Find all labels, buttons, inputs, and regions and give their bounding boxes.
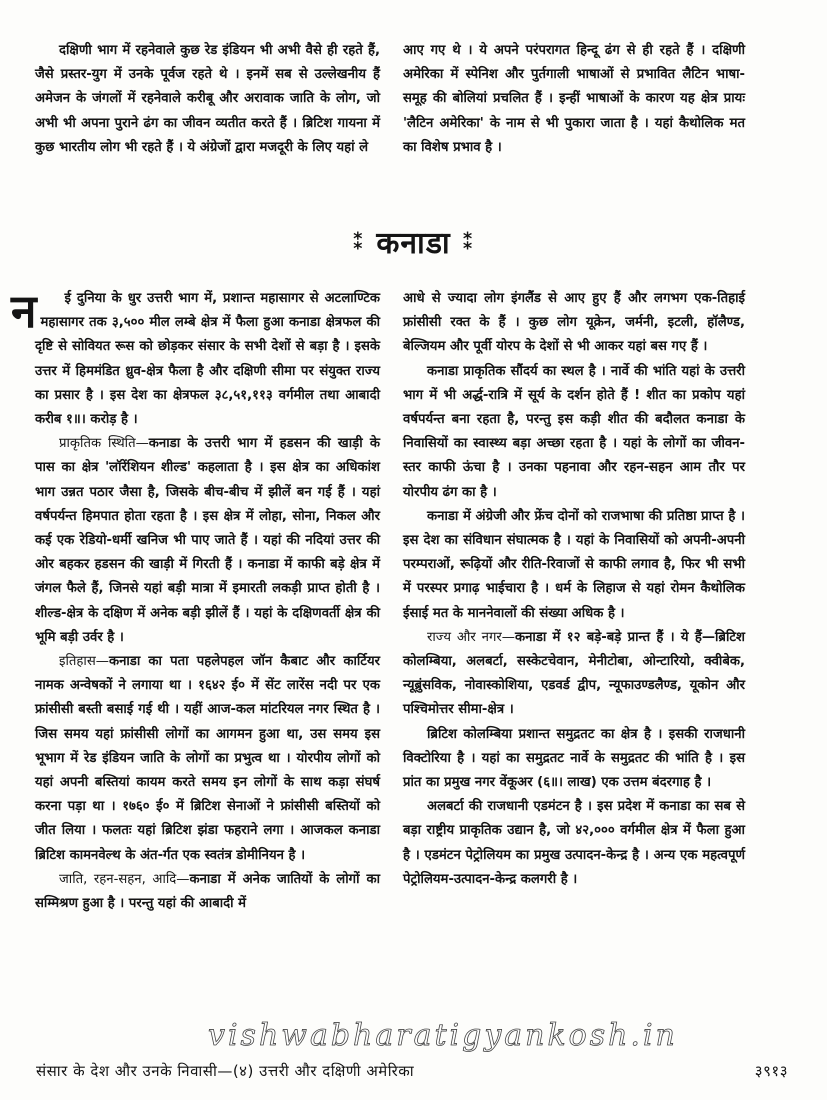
paragraph [403, 505, 745, 626]
continued-paragraph: दक्षिणी भाग में रहनेवाले कुछ रेड इंडियन भी अभी वैसे ही रहते हैं, जैसे प्रस्तर-युग में उनके पूर्वज रहते थे । इनमें सब से उल्लेखनीय हैं अमेजन के जंगलों में रहनेवाले करीबू और अरावाक जाति के लोग, जो अभी भी अपना पुराने ढंग का जीवन व्यतीत करते हैं । ब्रिटिश गायना में कुछ भारतीय लोग भी रहते हैं । ये अंग्रेजों द्वारा मजदूरी के लिए यहां ले [35, 43, 380, 155]
paragraph [403, 795, 745, 892]
right-column [403, 287, 745, 892]
paragraph-text: आधे से ज्यादा लोग इंगलैंड से आए हुए हैं और लगभग एक-तिहाई फ्रांसीसी रक्त के हैं । कुछ लोग यूक्रेन, जर्मनी, इटली, हॉलैण्ड, बेल्जियम और पूर्वी योरप के देशों से भी आकर यहां बस गए हैं । [403, 291, 745, 355]
ornament-icon: ⁑ [462, 230, 475, 255]
paragraph [403, 723, 745, 796]
paragraph [11, 284, 380, 432]
page-footer [36, 1061, 788, 1081]
paragraph-text: कनाडा के उत्तरी भाग में हडसन की खाड़ी के पास का क्षेत्र 'लॉरेंशियन शील्ड' कहलाता है । इस क्षेत्र का अधिकांश भाग उन्नत पठार जैसा है, जिसके बीच-बीच में झीलें बन गई हैं । यहां वर्षपर्यन्त हिमपात होता रहता है । इस क्षेत्र में लोहा, सोना, निकल और कई एक रेडियो-धर्मी खनिज भी पाए जाते हैं । यहां की नदियां उत्तर की ओर बहकर हडसन की खाड़ी में गिरती हैं । कनाडा में काफी बड़े क्षेत्र में जंगल फैले हैं, जिनसे यहां बड़ी मात्रा में इमारती लकड़ी प्राप्त होती है । शील्ड-क्षेत्र के दक्षिण में अनेक बड़ी झीलें हैं । यहां के दक्षिणवर्ती क्षेत्र की भूमि बड़ी उर्वर है । [35, 436, 380, 645]
paragraph-heading: इतिहास— [59, 654, 109, 670]
drop-cap: न [11, 284, 37, 338]
paragraph [35, 432, 380, 650]
running-title: संसार के देश और उनके निवासी—(४) उत्तरी और दक्षिणी अमेरिका [36, 1062, 415, 1080]
paragraph [35, 650, 380, 868]
paragraph-text: कनाडा प्राकृतिक सौंदर्य का स्थल है । नार्वे की भांति यहां के उत्तरी भाग में भी अर्द्ध-रात्रि में सूर्य के दर्शन होते हैं ! शीत का प्रकोप यहां वर्षपर्यन्त बना रहता है, परन्तु इस कड़ी शीत की बदौलत कनाडा के निवासियों का स्वास्थ्य बड़ा अच्छा रहता है । यहां के लोगों का जीवन-स्तर काफी ऊंचा है । उनका पहनावा और रहन-सहन आम तौर पर योरपीय ढंग का है । [403, 363, 745, 500]
paragraph-text: कनाडा का पता पहलेपहल जॉन कैबाट और कार्टियर नामक अन्वेषकों ने लगाया था । १६४२ ई० में सेंट लारेंस नदी पर एक फ्रांसीसी बस्ती बसाई गई थी । यहीं आज-कल मांटरियल नगर स्थित है । जिस समय यहां फ्रांसीसी लोगों का आगमन हुआ था, उस समय इस भूभाग में रेड इंडियन जाति के लोगों का प्रभुत्व था । योरपीय लोगों को यहां अपनी बस्तियां कायम करते समय इन लोगों के साथ कड़ा संघर्ष करना पड़ा था । १७६० ई० में ब्रिटिश सेनाओं ने फ्रांसीसी बस्तियों को जीत लिया । फलतः यहां ब्रिटिश झंडा फहराने लगा । आजकल कनाडा ब्रिटिश कामनवेल्थ के अंत-र्गत एक स्वतंत्र डोमीनियन है । [35, 654, 380, 863]
paragraph-heading: जाति, रहन-सहन, आदि— [59, 871, 190, 887]
top-right-column [403, 39, 745, 160]
paragraph-text: ब्रिटिश कोलम्बिया प्रशान्त समुद्रतट का क्षेत्र है । इसकी राजधानी विक्टोरिया है । यहां का समुद्रतट नार्वे के समुद्रतट की भांति है । इस प्रांत का प्रमुख नगर वेंकूअर (६॥। लाख) एक उत्तम बंदरगाह है । [403, 726, 745, 791]
paragraph-heading: राज्य और नगर— [427, 629, 515, 645]
paragraph [403, 287, 745, 360]
continued-paragraph: आए गए थे । ये अपने परंपरागत हिन्दू ढंग से ही रहते हैं । दक्षिणी अमेरिका में स्पेनिश और पुर्तगाली भाषाओं से प्रभावित लैटिन भाषा-समूह की बोलियां प्रचलित हैं । इन्हीं भाषाओं के कारण यह क्षेत्र प्रायः 'लैटिन अमेरिका' के नाम से भी पुकारा जाता है । यहां कैथोलिक मत का विशेष प्रभाव है । [403, 43, 745, 155]
section-title-text: कनाडा [376, 226, 451, 261]
ornament-icon: ⁑ [352, 230, 365, 255]
left-column [11, 284, 380, 916]
paragraph-text: कनाडा में अंग्रेजी और फ्रेंच दोनों को राजभाषा की प्रतिष्ठा प्राप्त है । इस देश का संविधान संघात्मक है । यहां के निवासियों को अपनी-अपनी परम्पराओं, रूढ़ियों और रीति-रिवाजों से काफी लगाव है, फिर भी सभी में परस्पर प्रगाढ़ भाईचारा है । धर्म के लिहाज से यहां रोमन कैथोलिक ईसाई मत के माननेवालों की संख्या अधिक है । [403, 508, 745, 621]
paragraph [403, 626, 745, 723]
paragraph-heading: प्राकृतिक स्थिति— [59, 436, 149, 452]
paragraph-text: ई दुनिया के धुर उत्तरी भाग में, प्रशान्त महासागर से अटलाण्टिक महासागर तक ३,५०० मील लम्बे क्षेत्र में फैला हुआ कनाडा क्षेत्रफल की दृष्टि से सोवियत रूस को छोड़कर संसार के सभी देशों से बड़ा है । इसके उत्तर में हिममंडित ध्रुव-क्षेत्र फैला है और दक्षिणी सीमा पर संयुक्त राज्य का प्रसार है । इस देश का क्षेत्रफल ३८,५१,११३ वर्गमील तथा आबादी करीब १॥। करोड़ है । [35, 291, 380, 428]
section-title [0, 221, 827, 262]
paragraph-text: अलबर्टा की राजधानी एडमंटन है । इस प्रदेश में कनाडा का सब से बड़ा राष्ट्रीय प्राकृतिक उद्यान है, जो ४२,००० वर्गमील क्षेत्र में फैला हुआ है । एडमंटन पेट्रोलियम का प्रमुख उत्पादन-केन्द्र है । अन्य एक महत्वपूर्ण पेट्रोलियम-उत्पादन-केन्द्र कलगरी है । [403, 799, 745, 887]
paragraph-text: कनाडा में १२ बड़े-बड़े प्रान्त हैं । ये हैं—ब्रिटिश कोलम्बिया, अलबर्टा, सस्केटचेवान, मेनीटोबा, ओन्टारियो, क्वीबेक, न्यूब्रुंसविक, नोवास्कोशिया, एडवर्ड द्वीप, न्यूफाउण्डलैण्ड, यूकोन और पश्चिमोत्तर सीमा-क्षेत्र । [403, 629, 745, 718]
paragraph [35, 868, 380, 916]
watermark: vishwabharatigyankosh.in [208, 1018, 678, 1053]
paragraph [403, 360, 745, 505]
page-number: ३९१३ [754, 1062, 788, 1080]
paragraph-text: कनाडा में अनेक जातियों के लोगों का सम्मिश्रण हुआ है । परन्तु यहां की आबादी में [35, 871, 380, 912]
top-left-column [35, 39, 380, 160]
